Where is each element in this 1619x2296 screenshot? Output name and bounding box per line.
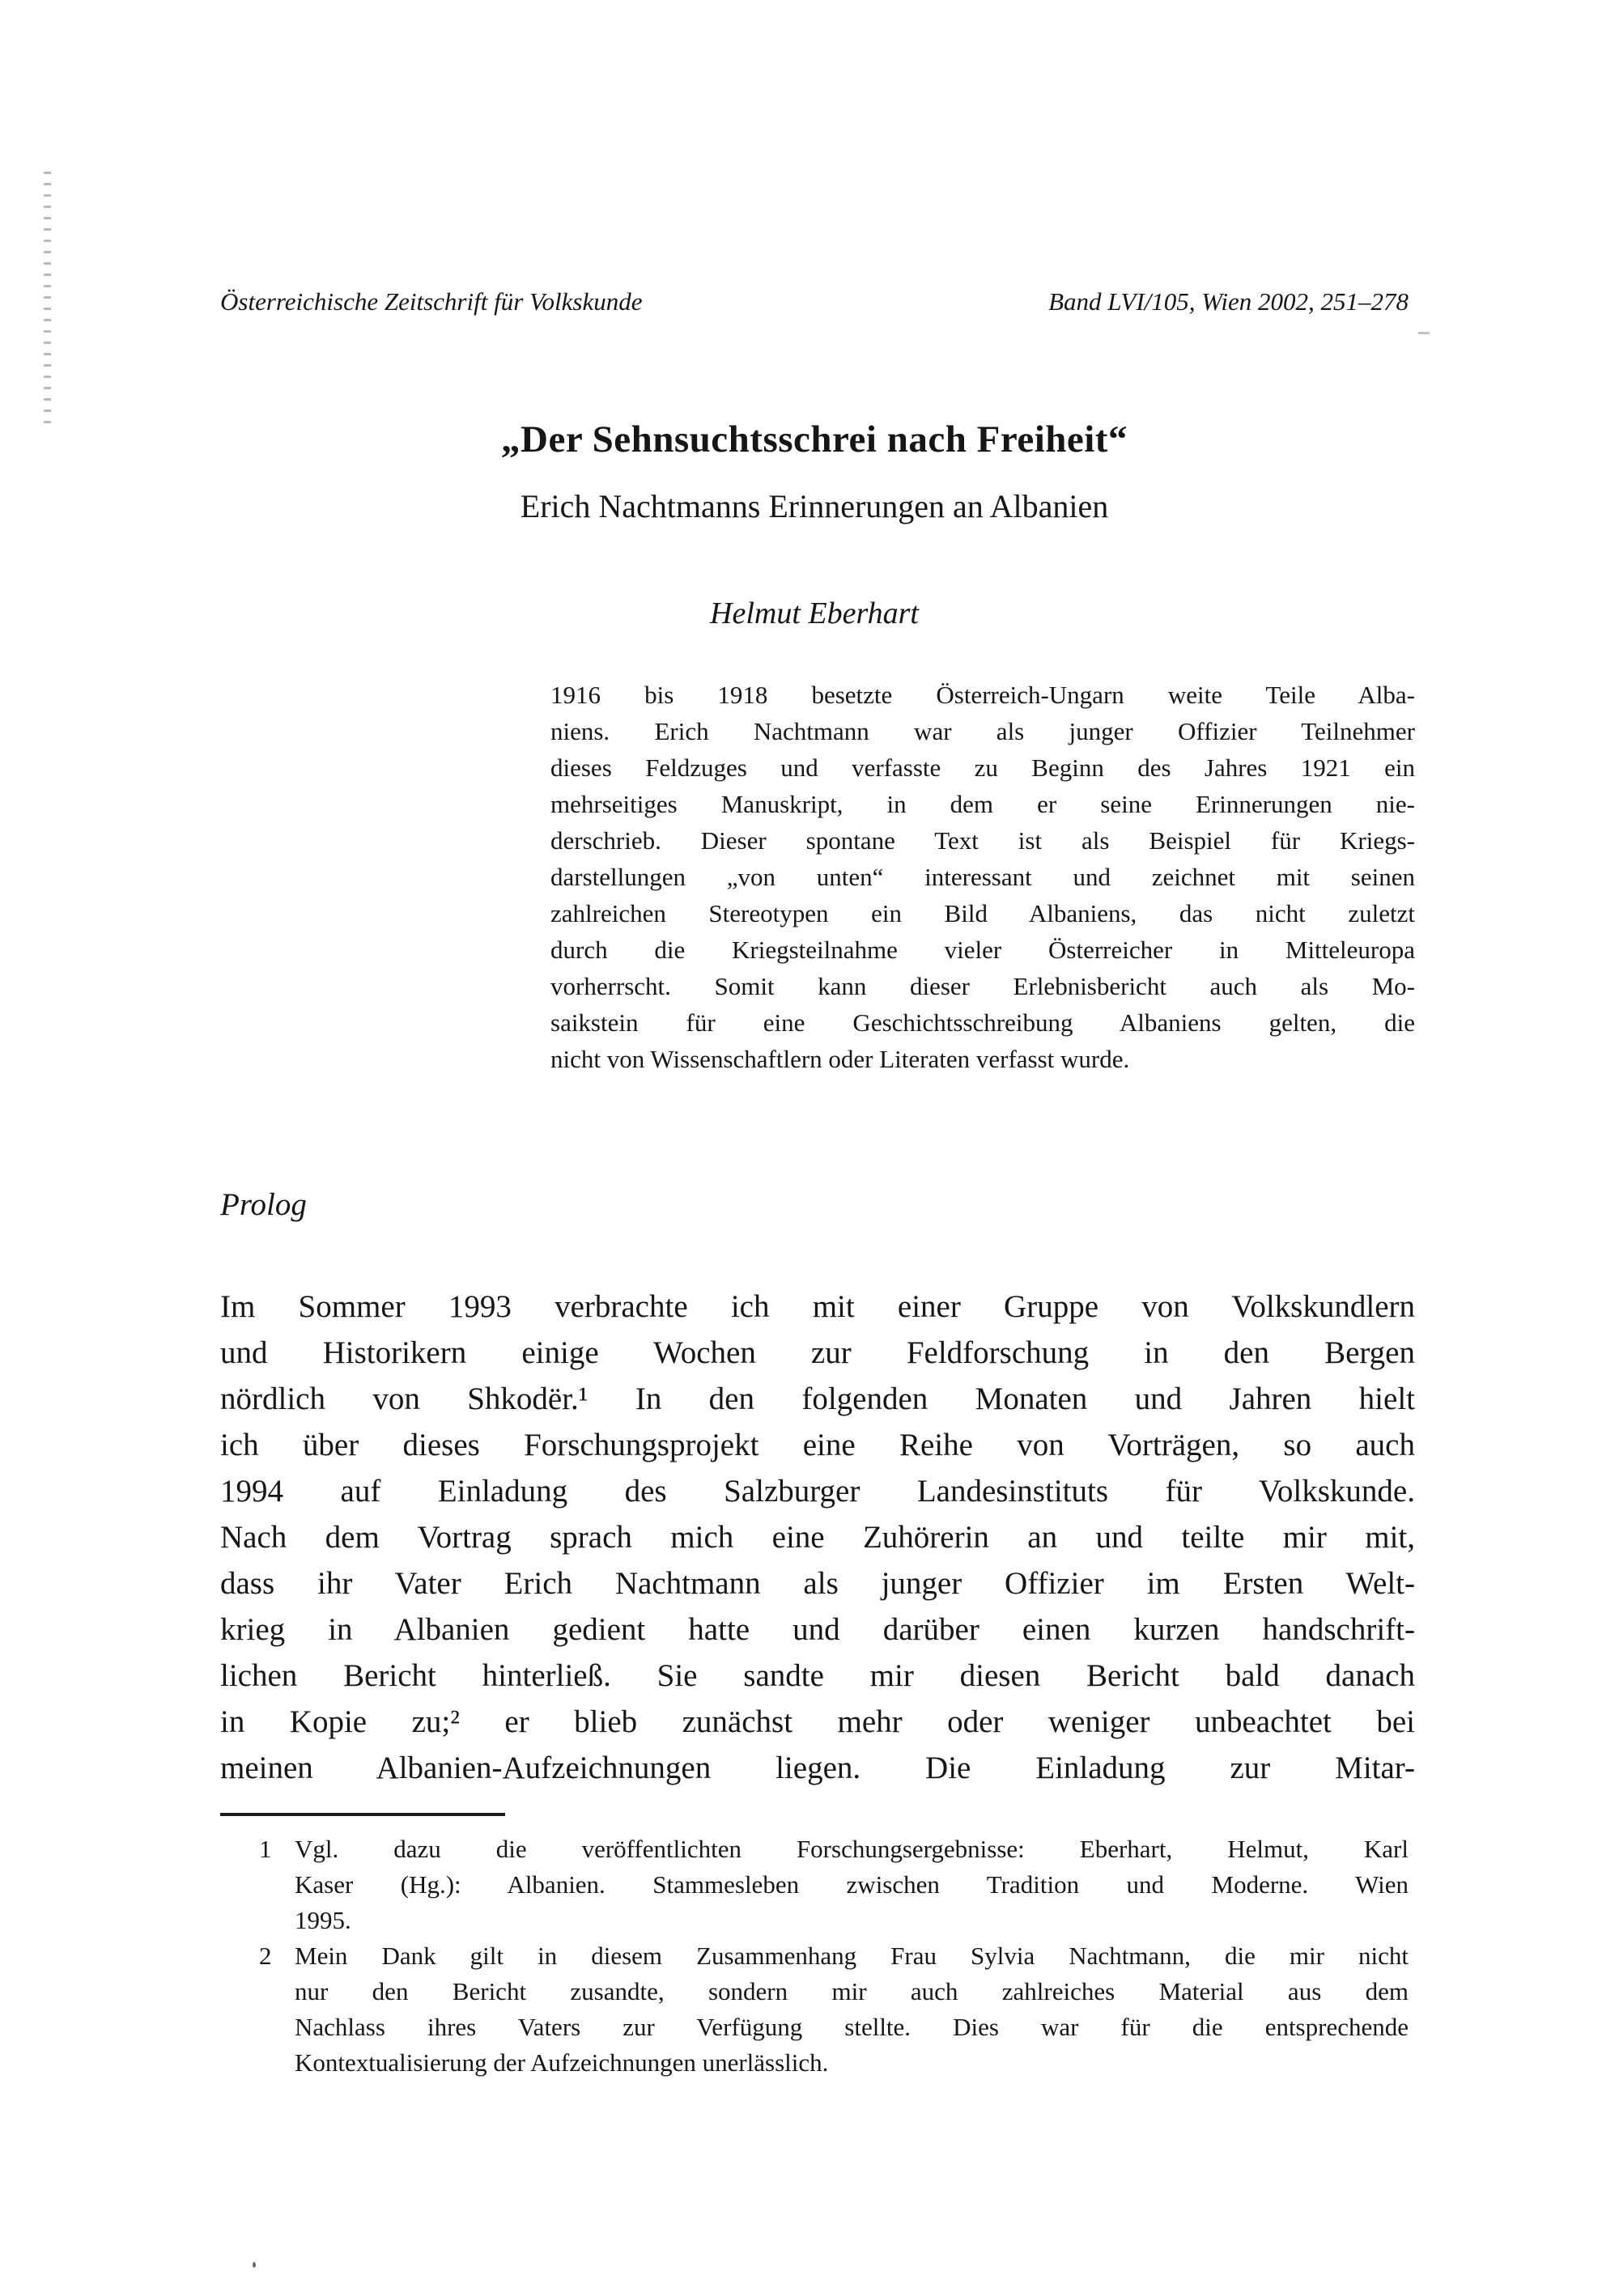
text-line: niens. Erich Nachtmann war als junger Offizier Teilnehmer	[550, 717, 1415, 745]
journal-header	[220, 286, 1409, 318]
text-line: Nach dem Vortrag sprach mich eine Zuhörerin an und teilte mir mit,	[220, 1520, 1415, 1555]
issue-info: Band LVI/105, Wien 2002, 251–278	[1048, 287, 1409, 316]
footnotes	[259, 1831, 1409, 2081]
article-subtitle: Erich Nachtmanns Erinnerungen an Albanien	[520, 488, 1109, 524]
footnote-line: Kontextualisierung der Aufzeichnungen unerlässlich.	[295, 2048, 829, 2077]
footnote-1	[259, 1831, 1409, 1938]
footnote-number: 1	[259, 1835, 272, 1863]
scan-artifact-dashes	[44, 172, 51, 429]
text-line: 1916 bis 1918 besetzte Österreich-Ungarn weite Teile Alba-	[550, 681, 1415, 709]
footnote-divider-rule	[220, 1813, 505, 1816]
text-line: dass ihr Vater Erich Nachtmann als junger Offizier im Ersten Welt-	[220, 1566, 1415, 1601]
text-line: nicht von Wissenschaftlern oder Literaten verfasst wurde.	[550, 1045, 1130, 1073]
journal-name: Österreichische Zeitschrift für Volkskunde	[220, 287, 643, 316]
footnote-number: 2	[259, 1942, 272, 1970]
text-line: dieses Feldzuges und verfasste zu Beginn des Jahres 1921 ein	[550, 753, 1415, 782]
scan-artifact-dash	[1418, 332, 1430, 334]
body-paragraph	[220, 1284, 1415, 1791]
section-heading-prolog: Prolog	[220, 1187, 307, 1222]
text-line: meinen Albanien-Aufzeichnungen liegen. Die Einladung zur Mitar-	[220, 1751, 1415, 1785]
text-line: nördlich von Shkodër.¹ In den folgenden Monaten und Jahren hielt	[220, 1381, 1415, 1416]
footnote-line: Kaser (Hg.): Albanien. Stammesleben zwischen Tradition und Moderne. Wien	[295, 1870, 1409, 1899]
text-line: darstellungen „von unten“ interessant und zeichnet mit seinen	[550, 863, 1415, 891]
footnote-2	[259, 1938, 1409, 2081]
scan-artifact-speck	[253, 2262, 256, 2268]
footnote-line: nur den Bericht zusandte, sondern mir auch zahlreiches Material aus dem	[295, 1977, 1409, 2005]
text-line: in Kopie zu;² er blieb zunächst mehr oder weniger unbeachtet bei	[220, 1704, 1415, 1739]
text-line: Im Sommer 1993 verbrachte ich mit einer Gruppe von Volkskundlern	[220, 1289, 1415, 1324]
abstract-paragraph	[550, 677, 1415, 1077]
text-line: ich über dieses Forschungsprojekt eine Reihe von Vorträgen, so auch	[220, 1428, 1415, 1462]
footnote-line: Vgl. dazu die veröffentlichten Forschungsergebnisse: Eberhart, Helmut, Karl	[295, 1835, 1409, 1863]
text-line: mehrseitiges Manuskript, in dem er seine Erinnerungen nie-	[550, 790, 1415, 818]
footnote-line: Mein Dank gilt in diesem Zusammenhang Frau Sylvia Nachtmann, die mir nicht	[295, 1942, 1409, 1970]
text-line: zahlreichen Stereotypen ein Bild Albaniens, das nicht zuletzt	[550, 899, 1415, 927]
author-name: Helmut Eberhart	[710, 596, 919, 630]
footnote-line: 1995.	[295, 1906, 351, 1934]
text-line: 1994 auf Einladung des Salzburger Landesinstituts für Volkskunde.	[220, 1474, 1415, 1509]
text-line: vorherrscht. Somit kann dieser Erlebnisbericht auch als Mo-	[550, 972, 1415, 1000]
text-line: lichen Bericht hinterließ. Sie sandte mir diesen Bericht bald danach	[220, 1658, 1415, 1693]
article-title: „Der Sehnsuchtsschrei nach Freiheit“	[501, 418, 1128, 460]
text-line: saikstein für eine Geschichtsschreibung Albaniens gelten, die	[550, 1008, 1415, 1037]
text-line: und Historikern einige Wochen zur Feldforschung in den Bergen	[220, 1335, 1415, 1370]
footnote-line: Nachlass ihres Vaters zur Verfügung stellte. Dies war für die entsprechende	[295, 2013, 1409, 2041]
text-line: krieg in Albanien gedient hatte und darüber einen kurzen handschrift-	[220, 1612, 1415, 1647]
text-line: derschrieb. Dieser spontane Text ist als Beispiel für Kriegs-	[550, 826, 1415, 855]
text-line: durch die Kriegsteilnahme vieler Österreicher in Mitteleuropa	[550, 936, 1415, 964]
